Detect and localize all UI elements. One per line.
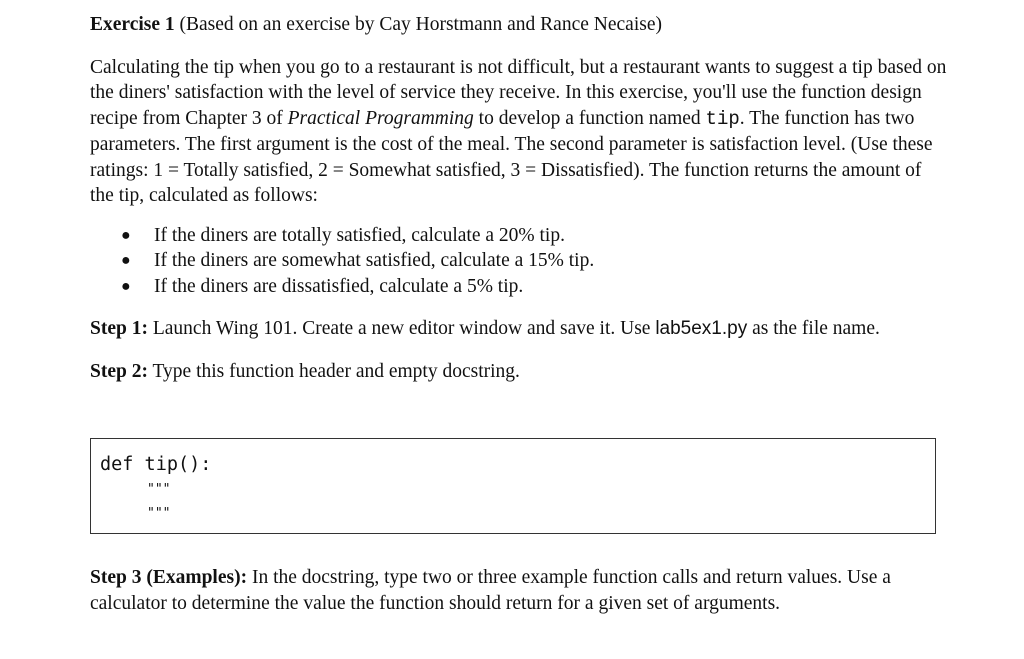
intro-text-1: Calculating the tip when you go to a restaurant is not difficult, but a restaurant wants to suggest a tip based on the diners' satisfaction with the level of service they receive. In this exercise, you'll use the function design recipe from Chapter 3 of — [90, 56, 947, 129]
step-3-paragraph — [90, 565, 950, 616]
list-item-text: If the diners are somewhat satisfied, calculate a 15% tip. — [154, 250, 595, 271]
exercise-title — [90, 12, 950, 38]
exercise-label: Exercise 1 — [90, 14, 175, 35]
code-line-docstring-close: """ — [147, 506, 171, 521]
list-item-text: If the diners are dissatisfied, calculate a 5% tip. — [154, 275, 524, 297]
file-name: lab5ex1.py — [655, 318, 748, 339]
code-line-docstring-open: """ — [147, 482, 171, 497]
intro-text-3: . The function has two parameters. The first argument is the cost of the meal. The second parameter is satisfaction level. (Use these ratings: 1 = Totally satisfied, 2 = Somewhat satisfied, 3 = Dissatisfied). The function returns the amount of the tip, calculated as follows: — [90, 107, 933, 206]
book-title: Practical Programming — [287, 107, 474, 129]
step-2-paragraph — [90, 359, 950, 385]
step-1-text-end: as the file name. — [747, 318, 880, 339]
bullet-icon: ● — [121, 252, 131, 269]
code-block — [90, 438, 936, 534]
function-name: tip — [705, 107, 740, 130]
step-2-text: Type this function header and empty docstring. — [147, 360, 520, 382]
step-1-label: Step 1: — [90, 318, 148, 339]
step-3-text: In the docstring, type two or three example function calls and return values. Use a calculator to determine the value the function should return for a given set of arguments. — [90, 567, 891, 614]
step-1-text: Launch Wing 101. Create a new editor window and save it. Use — [147, 318, 656, 339]
tip-rules-list — [90, 223, 950, 300]
bullet-icon: ● — [121, 277, 131, 295]
list-item-text: If the diners are totally satisfied, calculate a 20% tip. — [154, 224, 565, 246]
exercise-subtitle: (Based on an exercise by Cay Horstmann and Rance Necaise) — [174, 14, 662, 35]
bullet-icon: ● — [121, 226, 131, 244]
document-page — [90, 12, 950, 614]
step-3-label: Step 3 (Examples): — [90, 567, 248, 588]
step-1-paragraph — [90, 316, 950, 342]
step-2-label: Step 2: — [90, 360, 148, 382]
code-line-header: def tip(): — [100, 454, 212, 475]
list-item — [121, 223, 950, 249]
list-item — [121, 274, 950, 300]
intro-paragraph — [90, 55, 950, 209]
intro-text-2: to develop a function named — [473, 107, 706, 129]
list-item — [121, 248, 950, 274]
